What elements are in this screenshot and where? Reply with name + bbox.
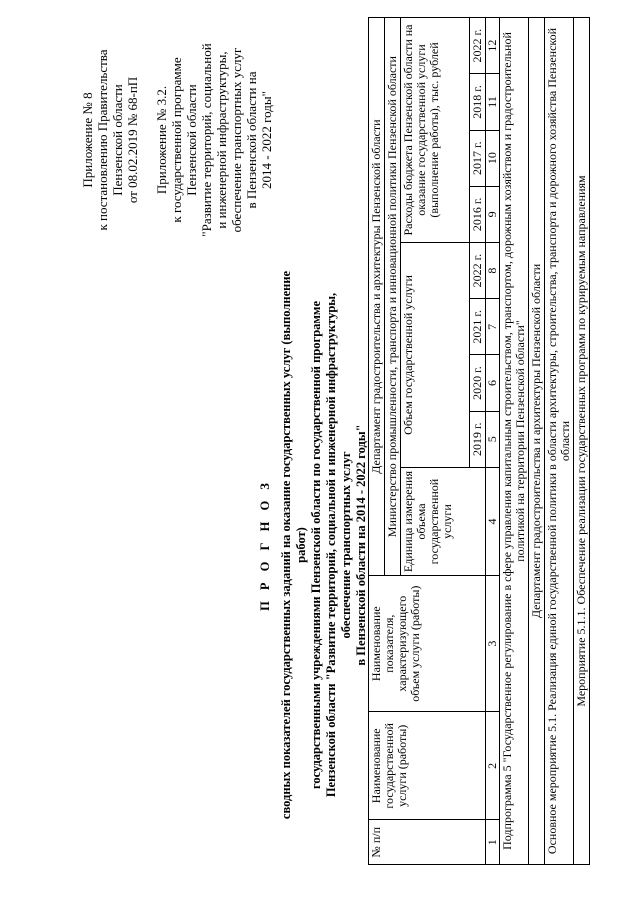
title-line: Пензенской области "Развитие территорий, социальной и инженерной инфраструктуры, обеспечение транспортных услуг <box>324 292 353 798</box>
year-cell: 2017 г. <box>470 130 486 186</box>
header-unit: Единица измерения объема государственной услуги <box>401 467 486 575</box>
appendix-block <box>80 30 274 250</box>
appendix-line: и инженерной инфраструктуры, <box>214 51 229 229</box>
year-cell: 2022 г. <box>470 18 486 74</box>
title-line: государственными учреждениями Пензенской области по государственной программе <box>309 301 323 789</box>
column-number: 8 <box>486 242 500 298</box>
column-number: 11 <box>486 74 500 130</box>
header-indicator: Наименование показателя, характеризующего объем услуги (работы) <box>369 576 486 712</box>
header-expenses: Расходы бюджета Пензенской области на оказание государственной услуги (выполнение работы), тыс. рублей <box>401 18 470 243</box>
title-line: в Пензенской области на 2014 - 2022 годы" <box>354 424 368 666</box>
appendix-line: Пензенской области <box>184 84 199 196</box>
column-number: 12 <box>486 18 500 74</box>
year-cell: 2020 г. <box>470 355 486 411</box>
column-number: 9 <box>486 186 500 242</box>
column-number: 6 <box>486 355 500 411</box>
document-title <box>258 265 369 825</box>
appendix-line: Пензенской области <box>110 84 125 196</box>
dept-cell: Департамент градостроительства и архитектуры Пензенской области <box>529 18 545 865</box>
header-dept2: Министерство промышленности, транспорта и инновационной политики Пензенской области <box>385 18 401 576</box>
column-number: 5 <box>486 411 500 467</box>
year-cell: 2018 г. <box>470 74 486 130</box>
year-cell: 2016 г. <box>470 186 486 242</box>
appendix-line: от 08.02.2019 № 68-пП <box>125 76 140 204</box>
header-row <box>369 18 385 865</box>
main-event-row <box>545 18 574 865</box>
dept-row <box>529 18 545 865</box>
title-heading: П Р О Г Н О З <box>258 479 272 611</box>
header-service: Наименование государственной услуги (работы) <box>369 712 486 820</box>
appendix-line: к государственной программе <box>169 57 184 223</box>
main-event-cell: Основное мероприятие 5.1. Реализация единой государственной политики в области архитектуры, строительства, транспорта и дорожного хозяйства Пензенской области <box>545 18 574 865</box>
header-volume: Объем государственной услуги <box>401 242 470 467</box>
year-cell: 2019 г. <box>470 411 486 467</box>
column-number: 4 <box>486 467 500 575</box>
column-number: 1 <box>486 820 500 865</box>
appendix-line: в Пензенской области на <box>244 71 259 209</box>
year-cell: 2021 г. <box>470 299 486 355</box>
appendix-line: 2014 - 2022 годы" <box>259 91 274 189</box>
year-cell: 2022 г. <box>470 242 486 298</box>
header-num: № п/п <box>369 820 486 865</box>
title-line: сводных показателей государственных заданий на оказание государственных услуг (выполнение работ) <box>279 270 308 820</box>
column-number: 7 <box>486 299 500 355</box>
appendix-line: к постановлению Правительства <box>95 49 110 231</box>
column-numbers-row <box>486 18 500 865</box>
event-row <box>574 18 590 865</box>
forecast-table <box>368 17 590 865</box>
appendix-line: обеспечение транспортных услуг <box>229 47 244 233</box>
header-dept1: Департамент градостроительства и архитектуры Пензенской области <box>369 18 385 576</box>
column-number: 10 <box>486 130 500 186</box>
column-number: 2 <box>486 712 500 820</box>
spacer <box>140 30 154 250</box>
subprogram-cell: Подпрограмма 5 "Государственное регулирование в сфере управления капитальным строительством, транспортом, дорожным хозяйством и градостроительной политикой на территории Пензенской области" <box>500 18 529 865</box>
appendix-line: "Развитие территорий, социальной <box>199 43 214 237</box>
appendix-line: Приложение № 3.2. <box>154 85 169 195</box>
column-number: 3 <box>486 576 500 712</box>
subprogram-row <box>500 18 529 865</box>
event-cell: Мероприятие 5.1.1. Обеспечение реализации государственных программ по курируемым направлениям <box>574 18 590 865</box>
appendix-line: Приложение № 8 <box>80 92 95 188</box>
